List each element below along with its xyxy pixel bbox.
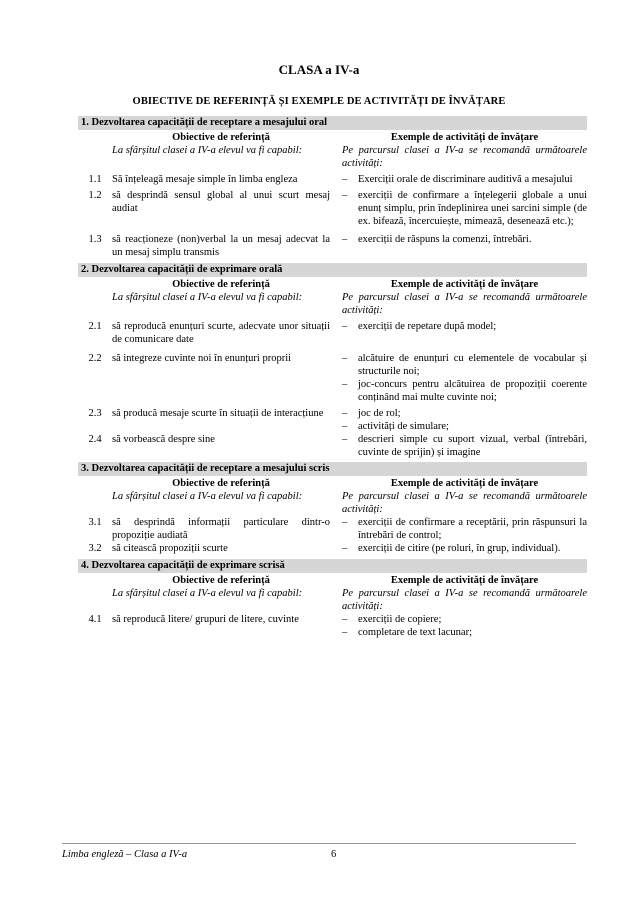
objective-number: 4.1 xyxy=(88,614,102,625)
objectives-header-subtitle: La sfârșitul clasei a IV-a elevul va fi capabil: xyxy=(112,145,303,156)
column-gap xyxy=(330,613,342,639)
objective-number: 1.3 xyxy=(88,234,102,245)
activity-text: Exerciții orale de discriminare auditivă a mesajului xyxy=(358,174,573,185)
objective-row xyxy=(78,233,587,259)
activities-header-subtitle: Pe parcursul clasei a IV-a se recomandă următoarele activități: xyxy=(342,491,587,515)
activity-text: activități de simulare; xyxy=(358,421,449,432)
page-number: 6 xyxy=(331,849,337,860)
column-header-spacer xyxy=(78,131,112,170)
section-heading: 1. Dezvoltarea capacității de receptare a mesajului oral xyxy=(78,116,587,130)
column-gap xyxy=(330,574,342,613)
activity-text: joc-concurs pentru alcătuirea de propoziții coerente conținând mai multe cuvinte noi; xyxy=(358,379,587,403)
activity-text: joc de rol; xyxy=(358,408,401,419)
activity-text: exerciții de confirmare a receptării, prin răspunsuri la întrebări de control; xyxy=(358,517,587,541)
column-header-spacer xyxy=(78,477,112,516)
activity-item xyxy=(342,407,587,420)
objective-row xyxy=(78,189,587,228)
objective-row xyxy=(78,433,587,459)
activity-item xyxy=(342,433,587,459)
section-heading: 3. Dezvoltarea capacității de receptare a mesajului scris xyxy=(78,462,587,476)
column-gap xyxy=(330,189,342,228)
column-gap xyxy=(330,320,342,346)
objective-row xyxy=(78,352,587,404)
objective-row xyxy=(78,173,587,186)
objectives-column-header xyxy=(112,574,330,613)
activity-text: alcătuire de enunțuri cu elementele de vocabular și structurile noi; xyxy=(358,353,587,377)
activity-text: descrieri simple cu suport vizual, verbal (întrebări, cuvinte de sprijin) și imagine xyxy=(358,434,587,458)
objectives-header-title: Obiective de referință xyxy=(172,575,270,586)
column-header-spacer xyxy=(78,278,112,317)
objective-number: 3.1 xyxy=(88,517,102,528)
page-subtitle: OBIECTIVE DE REFERINȚĂ ȘI EXEMPLE DE ACTIVITĂȚI DE ÎNVĂȚARE xyxy=(132,96,506,107)
objective-row xyxy=(78,542,587,555)
activities-header-title: Exemple de activități de învățare xyxy=(390,575,539,586)
objectives-header-title: Obiective de referință xyxy=(172,279,270,290)
objective-text: să reproducă litere/ grupuri de litere, cuvinte xyxy=(112,614,299,625)
objective-text: să desprindă sensul global al unui scurt mesaj audiat xyxy=(112,190,330,214)
activities-list xyxy=(342,173,587,186)
activity-item xyxy=(342,189,587,228)
objective-row xyxy=(78,320,587,346)
activities-column-header xyxy=(342,131,587,170)
objective-number: 2.4 xyxy=(88,434,102,445)
activities-header-title: Exemple de activități de învățare xyxy=(390,478,539,489)
activities-list xyxy=(342,320,587,346)
objectives-column-header xyxy=(112,131,330,170)
column-header-row xyxy=(78,477,587,516)
column-gap xyxy=(330,542,342,555)
column-gap xyxy=(330,173,342,186)
activity-item xyxy=(342,320,587,333)
activities-list xyxy=(342,516,587,542)
section-heading: 4. Dezvoltarea capacității de exprimare scrisă xyxy=(78,559,587,573)
objectives-header-subtitle: La sfârșitul clasei a IV-a elevul va fi capabil: xyxy=(112,491,303,502)
column-gap xyxy=(330,407,342,433)
activities-list xyxy=(342,407,587,433)
curriculum-table xyxy=(78,114,587,639)
objective-text: Să înțeleagă mesaje simple în limba engleza xyxy=(112,174,298,185)
bullet-dash-icon: – xyxy=(342,517,348,528)
objective-text: să reproducă enunțuri scurte, adecvate unor situații de comunicare date xyxy=(112,321,330,345)
activities-list xyxy=(342,613,587,639)
activity-item xyxy=(342,626,587,639)
activities-column-header xyxy=(342,278,587,317)
activities-list xyxy=(342,233,587,259)
activities-header-subtitle: Pe parcursul clasei a IV-a se recomandă următoarele activități: xyxy=(342,292,587,316)
objective-text: să producă mesaje scurte în situații de interacțiune xyxy=(112,408,324,419)
column-gap xyxy=(330,352,342,404)
column-header-spacer xyxy=(78,574,112,613)
activity-text: exerciții de răspuns la comenzi, întrebări. xyxy=(358,234,532,245)
bullet-dash-icon: – xyxy=(342,543,348,554)
activity-item xyxy=(342,233,587,246)
footer-divider xyxy=(62,843,576,844)
page-title: CLASA a IV-a xyxy=(278,62,360,77)
activity-item xyxy=(342,613,587,626)
activity-text: exerciții de citire (pe roluri, în grup, individual). xyxy=(358,543,561,554)
objectives-header-title: Obiective de referință xyxy=(172,478,270,489)
section-heading: 2. Dezvoltarea capacității de exprimare orală xyxy=(78,263,587,277)
bullet-dash-icon: – xyxy=(342,614,348,625)
activities-header-subtitle: Pe parcursul clasei a IV-a se recomandă următoarele activități: xyxy=(342,588,587,612)
objective-row xyxy=(78,407,587,433)
objective-number: 2.2 xyxy=(88,353,102,364)
objective-text: să desprindă informații particulare dintr-o propoziție audiată xyxy=(112,517,330,541)
column-header-row xyxy=(78,131,587,170)
bullet-dash-icon: – xyxy=(342,321,348,332)
activities-column-header xyxy=(342,477,587,516)
objectives-column-header xyxy=(112,278,330,317)
activities-header-subtitle: Pe parcursul clasei a IV-a se recomandă următoarele activități: xyxy=(342,145,587,169)
objective-text: să vorbească despre sine xyxy=(112,434,215,445)
activity-item xyxy=(342,378,587,404)
objective-text: să reacționeze (non)verbal la un mesaj adecvat la un mesaj simplu transmis xyxy=(112,234,330,258)
column-gap xyxy=(330,477,342,516)
column-gap xyxy=(330,233,342,259)
objective-row xyxy=(78,613,587,639)
bullet-dash-icon: – xyxy=(342,434,348,445)
column-gap xyxy=(330,131,342,170)
objective-row xyxy=(78,516,587,542)
bullet-dash-icon: – xyxy=(342,421,348,432)
bullet-dash-icon: – xyxy=(342,379,348,390)
footer-text: Limba engleză – Clasa a IV-a xyxy=(62,849,188,860)
activity-item xyxy=(342,352,587,378)
objective-number: 2.1 xyxy=(88,321,102,332)
column-gap xyxy=(330,433,342,459)
column-gap xyxy=(330,516,342,542)
activity-item xyxy=(342,420,587,433)
bullet-dash-icon: – xyxy=(342,627,348,638)
column-gap xyxy=(330,278,342,317)
objective-number: 2.3 xyxy=(88,408,102,419)
activity-item xyxy=(342,516,587,542)
activities-list xyxy=(342,433,587,459)
bullet-dash-icon: – xyxy=(342,174,348,185)
objectives-column-header xyxy=(112,477,330,516)
activities-list xyxy=(342,352,587,404)
activity-text: completare de text lacunar; xyxy=(358,627,472,638)
bullet-dash-icon: – xyxy=(342,234,348,245)
bullet-dash-icon: – xyxy=(342,190,348,201)
activity-item xyxy=(342,173,587,186)
objective-text: să integreze cuvinte noi în enunțuri proprii xyxy=(112,353,292,364)
objective-number: 3.2 xyxy=(88,543,102,554)
activities-list xyxy=(342,189,587,228)
objective-number: 1.2 xyxy=(88,190,102,201)
activities-header-title: Exemple de activități de învățare xyxy=(390,279,539,290)
activity-item xyxy=(342,542,587,555)
objective-number: 1.1 xyxy=(88,174,102,185)
objectives-header-subtitle: La sfârșitul clasei a IV-a elevul va fi capabil: xyxy=(112,588,303,599)
activities-header-title: Exemple de activități de învățare xyxy=(390,132,539,143)
column-header-row xyxy=(78,574,587,613)
column-header-row xyxy=(78,278,587,317)
activities-column-header xyxy=(342,574,587,613)
activity-text: exerciții de copiere; xyxy=(358,614,442,625)
activity-text: exerciții de confirmare a înțelegerii globale a unui enunț simplu, prin îndeplinirea unei sarcini simple (de ex. bifează, încercuiește, mimează, desenează etc.); xyxy=(358,190,587,227)
bullet-dash-icon: – xyxy=(342,408,348,419)
bullet-dash-icon: – xyxy=(342,353,348,364)
objectives-header-title: Obiective de referință xyxy=(172,132,270,143)
activities-list xyxy=(342,542,587,555)
activity-text: exerciții de repetare după model; xyxy=(358,321,497,332)
objective-text: să citească propoziții scurte xyxy=(112,543,228,554)
objectives-header-subtitle: La sfârșitul clasei a IV-a elevul va fi capabil: xyxy=(112,292,303,303)
